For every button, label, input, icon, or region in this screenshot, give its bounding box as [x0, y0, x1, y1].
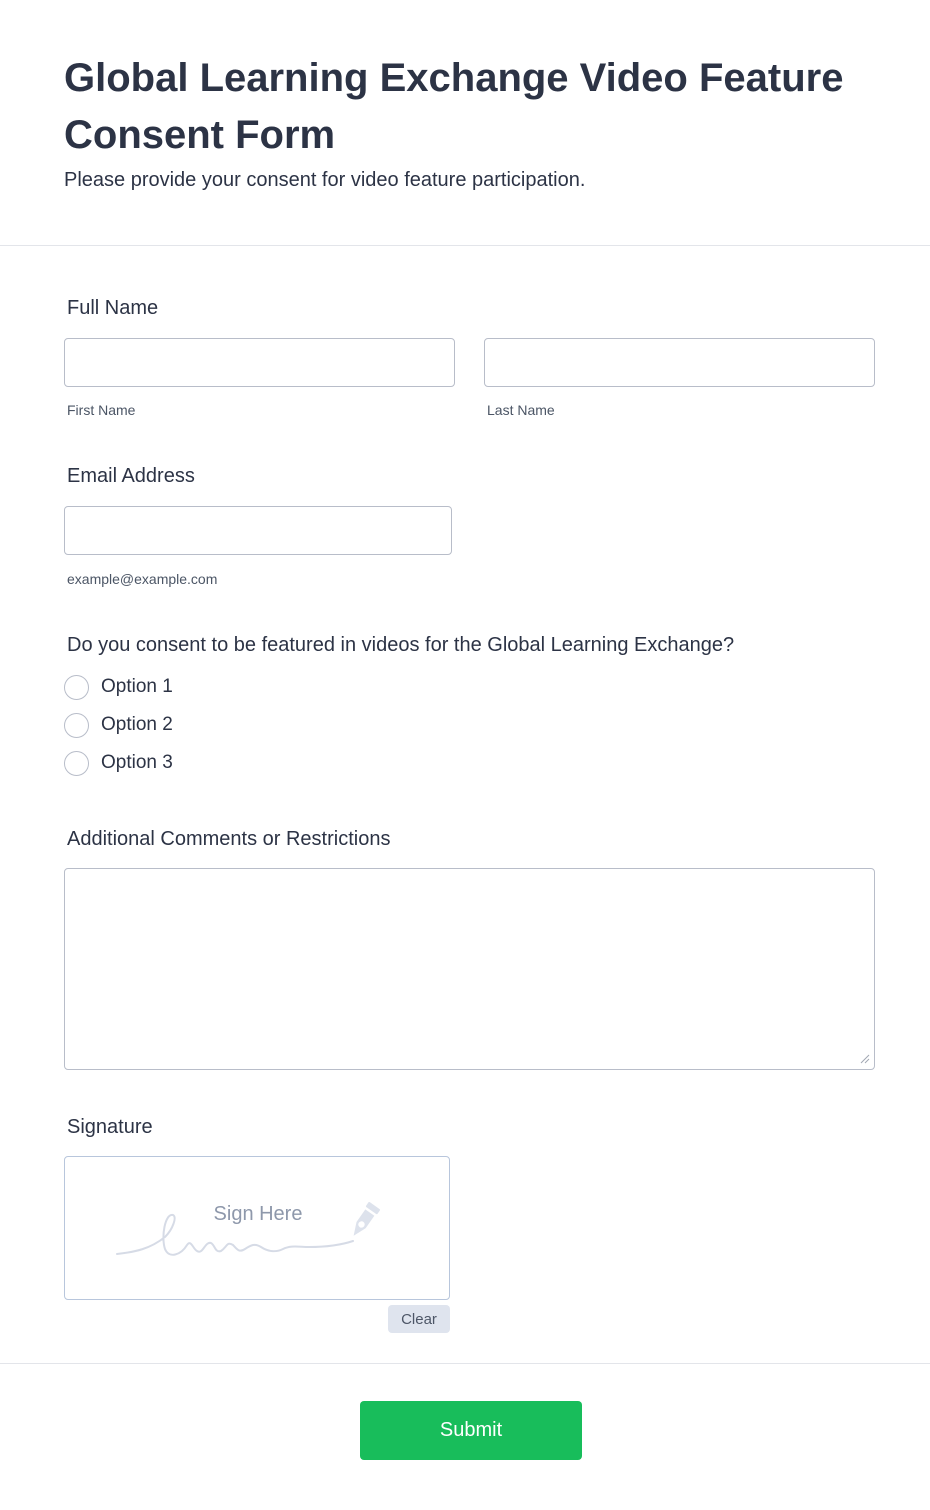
clear-signature-button[interactable]: Clear	[388, 1305, 450, 1333]
radio-button[interactable]	[64, 675, 89, 700]
email-label: Email Address	[67, 465, 195, 487]
last-name-sublabel: Last Name	[487, 402, 555, 418]
comments-label: Additional Comments or Restrictions	[67, 828, 391, 850]
last-name-input[interactable]	[484, 338, 875, 387]
radio-button[interactable]	[64, 713, 89, 738]
comments-textarea[interactable]	[64, 868, 875, 1070]
radio-button[interactable]	[64, 751, 89, 776]
first-name-sublabel: First Name	[67, 402, 136, 418]
resize-grip-icon[interactable]	[858, 1052, 870, 1064]
form-title: Global Learning Exchange Video Feature Consent Form	[64, 56, 844, 157]
signature-label: Signature	[67, 1116, 153, 1138]
full-name-label: Full Name	[67, 297, 159, 319]
footer-divider	[0, 1363, 930, 1364]
radio-label: Option 2	[101, 714, 173, 735]
signature-placeholder: Sign Here	[213, 1203, 303, 1225]
consent-option-1[interactable]	[64, 674, 173, 700]
email-sublabel: example@example.com	[67, 571, 218, 587]
consent-option-3[interactable]	[64, 750, 173, 776]
radio-label: Option 1	[101, 676, 173, 697]
first-name-input[interactable]	[64, 338, 455, 387]
signature-scribble-icon	[65, 1157, 451, 1301]
email-input[interactable]	[64, 506, 452, 555]
signature-pad[interactable]	[64, 1156, 450, 1300]
radio-label: Option 3	[101, 752, 173, 773]
submit-button[interactable]: Submit	[360, 1401, 582, 1460]
form-subtitle: Please provide your consent for video feature participation.	[64, 169, 586, 191]
consent-question: Do you consent to be featured in videos for the Global Learning Exchange?	[67, 634, 735, 656]
form-header	[0, 0, 930, 246]
consent-option-2[interactable]	[64, 712, 173, 738]
